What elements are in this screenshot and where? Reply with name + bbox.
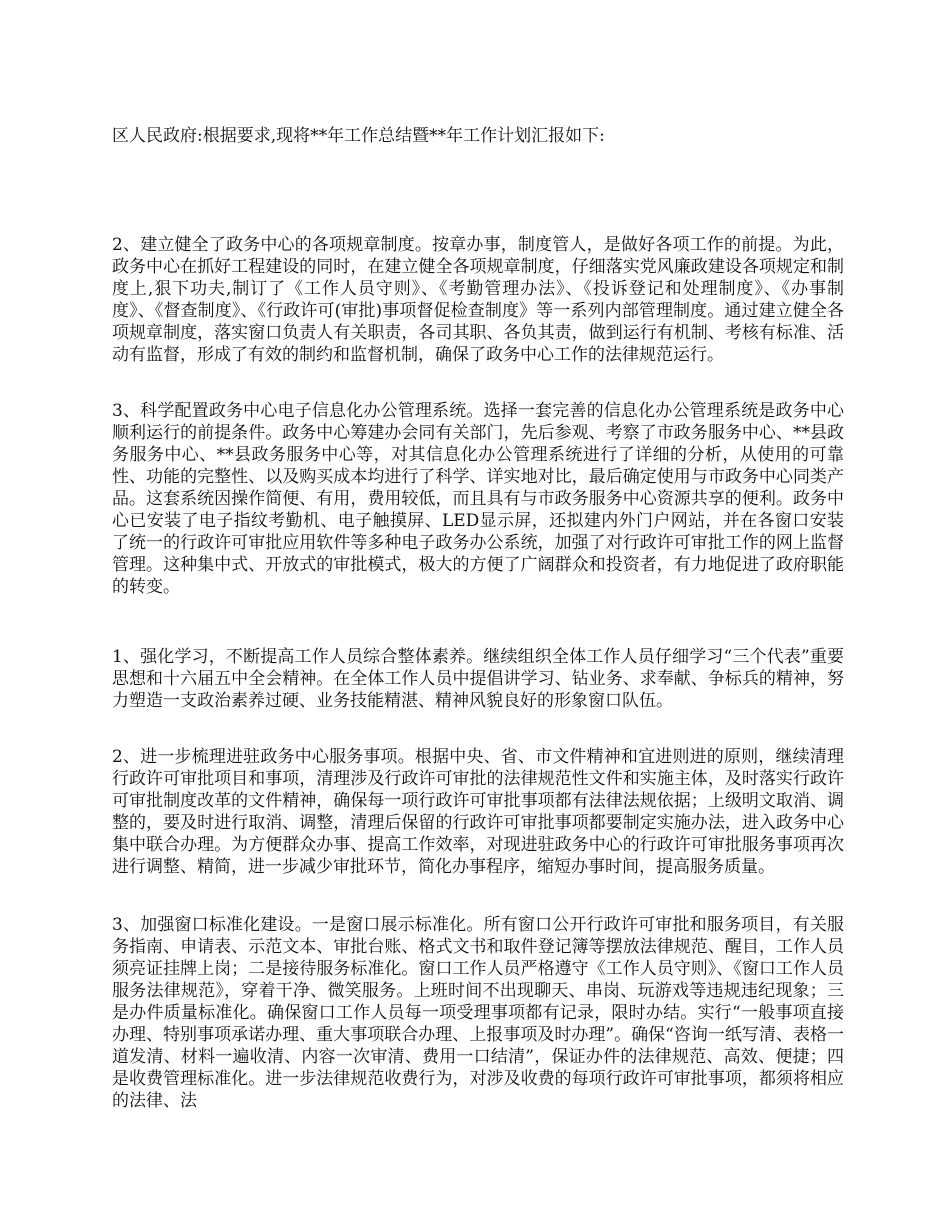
intro-paragraph: 区人民政府:根据要求,现将**年工作总结暨**年工作计划汇报如下: (112, 126, 605, 146)
plan-paragraph-3: 3、加强窗口标准化建设。一是窗口展示标准化。所有窗口公开行政许可审批和服务项目，有关服务指南、申请表、示范文本、审批台账、格式文书和取件登记簿等摆放法律规范、醒目，工作人员须亮证挂牌上岗；二是接待服务标准化。窗口工作人员严格遵守《工作人员守则》、《窗口工作人员服务法律规范》，穿着干净、微笑服务。上班时间不出现聊天、串岗、玩游戏等违规违纪现象；三是办件质量标准化。确保窗口工作人员每一项受理事项都有记录，限时办结。实行“一般事项直接办理、特别事项承诺办理、重大事项联合办理、上报事项及时办理”。确保“咨询一纸写清、表格一道发清、材料一遍收清、内容一次审清、费用一口结清”，保证办件的法律规范、高效、便捷；四是收费管理标准化。进一步法律规范收费行为，对涉及收费的每项行政许可审批事项，都须将相应的法律、法 (112, 915, 844, 1111)
summary-paragraph-2: 2、建立健全了政务中心的各项规章制度。按章办事，制度管人，是做好各项工作的前提。为此，政务中心在抓好工程建设的同时，在建立健全各项规章制度，仔细落实党风廉政建设各项规定和制度上,狠下功夫,制订了《工作人员守则》、《考勤管理办法》、《投诉登记和处理制度》、《办事制度》、《督查制度》、《行政许可(审批)事项督促检查制度》等一系列内部管理制度。通过建立健全各项规章制度，落实窗口负责人有关职责，各司其职、各负其责，做到运行有机制、考核有标准、活动有监督，形成了有效的制约和监督机制，确保了政务中心工作的法律规范运行。 (112, 235, 844, 365)
plan-paragraph-2: 2、进一步梳理进驻政务中心服务事项。根据中央、省、市文件精神和宜进则进的原则，继续清理行政许可审批项目和事项，清理涉及行政许可审批的法律规范性文件和实施主体，及时落实行政许可审批制度改革的文件精神，确保每一项行政许可审批事项都有法律法规依据；上级明文取消、调整的，要及时进行取消、调整，清理后保留的行政许可审批事项都要制定实施办法，进入政务中心集中联合办理。为方便群众办事、提高工作效率，对现进驻政务中心的行政许可审批服务事项再次进行调整、精简，进一步减少审批环节，简化办事程序，缩短办事时间，提高服务质量。 (112, 747, 844, 877)
summary-paragraph-3: 3、科学配置政务中心电子信息化办公管理系统。选择一套完善的信息化办公管理系统是政务中心顺利运行的前提条件。政务中心筹建办会同有关部门，先后参观、考察了市政务服务中心、**县政务服务中心、**县政务服务中心等，对其信息化办公管理系统进行了详细的分析，从使用的可靠性、功能的完整性、以及购买成本均进行了科学、详实地对比，最后确定使用与市政务中心同类产品。这套系统因操作简便、有用，费用较低，而且具有与市政务服务中心资源共享的便利。政务中心已安装了电子指纹考勤机、电子触摸屏、LED显示屏，还拟建内外门户网站，并在各窗口安装了统一的行政许可审批应用软件等多种电子政务办公系统，加强了对行政许可审批工作的网上监督管理。这种集中式、开放式的审批模式，极大的方便了广阔群众和投资者，有力地促进了政府职能的转变。 (112, 401, 844, 597)
plan-paragraph-1: 1、强化学习，不断提高工作人员综合整体素养。继续组织全体工作人员仔细学习“三个代表”重要思想和十六届五中全会精神。在全体工作人员中提倡讲学习、钻业务、求奉献、争标兵的精神，努力塑造一支政治素养过硬、业务技能精湛、精神风貌良好的形象窗口队伍。 (112, 647, 844, 711)
